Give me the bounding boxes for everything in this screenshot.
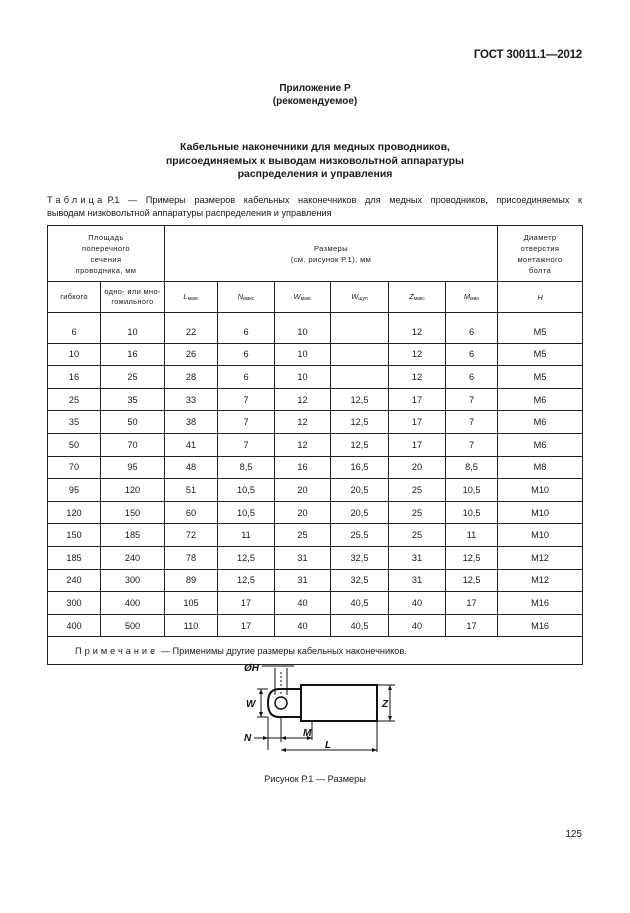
table-cell: 6 [48,321,101,343]
table-cell: 12 [389,366,446,389]
table-cell: 40 [275,614,331,637]
table-row [48,524,583,547]
table-cell: 185 [101,524,165,547]
table-cell [331,343,389,366]
table-cell: M6 [498,388,583,411]
table-cell: 40 [389,614,446,637]
table-row [48,411,583,434]
table-cell: 240 [48,569,101,592]
table-cell: 28 [165,366,218,389]
table-cell: 31 [275,546,331,569]
figure-label-W: W [246,699,256,710]
header-Z: $Z_{макс}$ [389,282,446,313]
table-cell: 120 [48,501,101,524]
table-cell: 25 [101,366,165,389]
table-cell: 16,5 [331,456,389,479]
header-W-probe: $W_{щуп}$ [331,282,389,313]
table-cell: 105 [165,592,218,615]
table-cell: 12 [389,343,446,366]
table-cell: M12 [498,569,583,592]
table-cell: 6 [446,366,498,389]
table-cell: M6 [498,433,583,456]
section-title-line: присоединяемых к выводам низковольтной аппаратуры [165,154,465,167]
appendix-status: (рекомендуемое) [272,96,358,107]
table-cell: M5 [498,366,583,389]
table-caption-label: Таблица [47,195,106,205]
table-row [48,592,583,615]
table-cell: 12,5 [218,569,275,592]
table-cell: 7 [218,411,275,434]
table-row [48,388,583,411]
table-cell: 7 [218,388,275,411]
table-cell: 7 [218,433,275,456]
table-caption-text: Р.1 — Примеры размеров кабельных наконечников для медных проводников, присоединяемых к [107,195,582,205]
table-cell: M5 [498,343,583,366]
table-cell: M12 [498,546,583,569]
table-cell: 6 [218,366,275,389]
table-cell: 150 [101,501,165,524]
table-cell [331,321,389,343]
table-cell: 10,5 [218,501,275,524]
table-cell: 25 [275,524,331,547]
table-cell: 17 [446,592,498,615]
header-L: $L_{макс}$ [165,282,218,313]
table-cell: 12,5 [331,411,389,434]
table-cell: 120 [101,479,165,502]
table-cell: 300 [101,569,165,592]
table-cell: 16 [48,366,101,389]
table-cell: 17 [218,614,275,637]
table-cell: 31 [389,569,446,592]
table-row [48,546,583,569]
section-title [0,141,630,182]
table-cell: 6 [218,343,275,366]
header-solid: одно- или мно- гожильного [101,282,165,313]
table-cell: 50 [101,411,165,434]
table-cell: 35 [101,388,165,411]
table-cell: 31 [275,569,331,592]
table-cell: 25,5 [331,524,389,547]
table-cell: 185 [48,546,101,569]
table-row [48,433,583,456]
table-cell: 70 [48,456,101,479]
table-cell: 10 [48,343,101,366]
table-cell: 50 [48,433,101,456]
table-cell: 16 [275,456,331,479]
figure-label-diam: ØH [244,663,259,674]
table-cell: 8,5 [218,456,275,479]
table-cell: 7 [446,433,498,456]
table-cell: 12 [275,411,331,434]
table-cell: 40 [389,592,446,615]
figure-label-L: L [325,740,332,751]
table-cell: 25 [389,524,446,547]
table-cell: 12 [275,433,331,456]
table-note: Примечание — Применимы другие размеры кабельных наконечников. [48,637,583,665]
figure-label-N: N [244,733,252,744]
table-cell: M10 [498,524,583,547]
figure-caption: Рисунок Р.1 — Размеры [264,774,366,784]
table-row [48,366,583,389]
table-cell: M8 [498,456,583,479]
table-cell: 17 [218,592,275,615]
table-row [48,569,583,592]
table-cell: 41 [165,433,218,456]
table-row [48,343,583,366]
table-cell: M5 [498,321,583,343]
table-cell: 40,5 [331,592,389,615]
table-cell: 51 [165,479,218,502]
table-cell: 10,5 [218,479,275,502]
table-cell: 10 [275,366,331,389]
table-cell: 12,5 [331,433,389,456]
table-cell: 60 [165,501,218,524]
table-cell: 31 [389,546,446,569]
table-cell: 25 [48,388,101,411]
table-cell: 10 [101,321,165,343]
table-caption-text-2: выводам низковольтной аппаратуры распределения и управления [47,207,332,218]
table-cell: 20 [389,456,446,479]
table-cell: 11 [218,524,275,547]
table-cell: 25 [389,501,446,524]
table-cell: 78 [165,546,218,569]
table-cell: 40,5 [331,614,389,637]
table-cell: 17 [389,411,446,434]
table-cell: 400 [101,592,165,615]
table-cell: 110 [165,614,218,637]
header-cross-section: Площадь поперечного сечения проводника, мм [48,226,165,282]
table-cell: 11 [446,524,498,547]
table-cell: 35 [48,411,101,434]
table-cell: 95 [101,456,165,479]
appendix-heading [0,82,630,108]
table-cell: 8,5 [446,456,498,479]
table-cell: 12,5 [218,546,275,569]
table-cell: 300 [48,592,101,615]
table-cell: 6 [446,343,498,366]
table-row [48,321,583,343]
figure-label-M: M [303,728,312,739]
table-cell: 38 [165,411,218,434]
table-cell: 12,5 [446,546,498,569]
table-cell: 26 [165,343,218,366]
header-N: $N_{макс}$ [218,282,275,313]
table-cell: 22 [165,321,218,343]
table-cell: 17 [389,433,446,456]
header-W: $W_{макс}$ [275,282,331,313]
table-cell: 10 [275,343,331,366]
standard-header: ГОСТ 30011.1—2012 [473,49,582,61]
table-cell: 16 [101,343,165,366]
table-cell: 12 [389,321,446,343]
page-number: 125 [565,829,582,840]
table-cell: 10 [275,321,331,343]
table-cell: 10,5 [446,479,498,502]
table-row [48,501,583,524]
cable-lug-table [47,225,583,665]
table-cell: M16 [498,614,583,637]
header-flexible: гибкого [48,282,101,313]
header-H: H [498,282,583,313]
table-cell: 33 [165,388,218,411]
table-cell: 240 [101,546,165,569]
appendix-title: Приложение Р [279,83,351,94]
table-cell: 48 [165,456,218,479]
table-cell: 12,5 [331,388,389,411]
table-cell: 7 [446,411,498,434]
table-cell: 89 [165,569,218,592]
table-cell: 7 [446,388,498,411]
header-bolt-diameter: Диаметр отверстия монтажного болта [498,226,583,282]
table-cell: 17 [389,388,446,411]
table-cell: 20 [275,479,331,502]
table-cell: 32,5 [331,546,389,569]
figure-label-Z: Z [382,699,389,710]
table-cell: 40 [275,592,331,615]
table-cell: M16 [498,592,583,615]
table-cell: M10 [498,501,583,524]
table-cell: 500 [101,614,165,637]
table-cell: 12 [275,388,331,411]
table-cell: 150 [48,524,101,547]
table-cell: 6 [218,321,275,343]
table-cell: M6 [498,411,583,434]
header-dimensions: Размеры (см. рисунок Р.1), мм [165,226,498,282]
table-cell: 400 [48,614,101,637]
table-cell: 32,5 [331,569,389,592]
table-row [48,456,583,479]
table-cell: 20,5 [331,501,389,524]
table-cell: 6 [446,321,498,343]
table-cell: M10 [498,479,583,502]
section-title-line: распределения и управления [237,168,393,180]
table-cell: 95 [48,479,101,502]
table-cell: 20 [275,501,331,524]
table-cell: 72 [165,524,218,547]
table-cell: 25 [389,479,446,502]
lug-dimension-figure [232,658,402,758]
table-cell: 10,5 [446,501,498,524]
table-cell: 17 [446,614,498,637]
table-cell: 12,5 [446,569,498,592]
section-title-line: Кабельные наконечники для медных проводников, [180,141,450,153]
table-row [48,479,583,502]
table-cell: 20,5 [331,479,389,502]
table-cell: 70 [101,433,165,456]
table-cell [331,366,389,389]
table-row [48,614,583,637]
header-M: $M_{мин}$ [446,282,498,313]
table-caption [47,194,582,219]
